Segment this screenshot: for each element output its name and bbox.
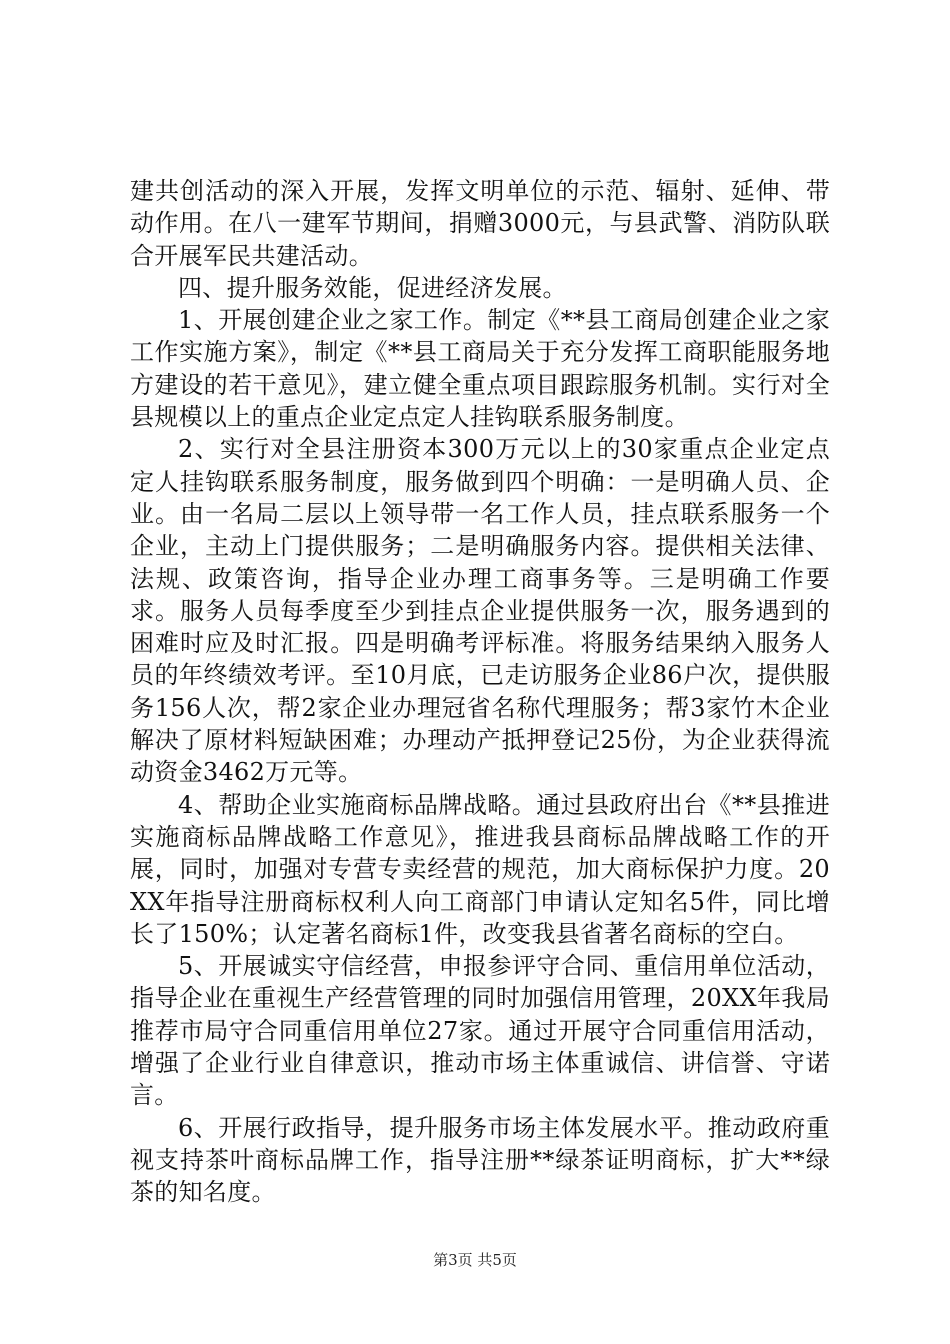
paragraph-item-4: 4、帮助企业实施商标品牌战略。通过县政府出台《**县推进实施商标品牌战略工作意见》，推进我县商标品牌战略工作的开展，同时，加强对专营专卖经营的规范，加大商标保护力度。20XX年指导注册商标权利人向工商部门申请认定知名5件，同比增长了150%；认定著名商标1件，改变我县省著名商标的空白。 (130, 790, 830, 948)
page-footer: 第3页 共5页 (433, 1251, 517, 1269)
document-body (130, 175, 830, 1209)
paragraph-item-6: 6、开展行政指导，提升服务市场主体发展水平。推动政府重视支持茶叶商标品牌工作，指导注册**绿茶证明商标，扩大**绿茶的知名度。 (130, 1113, 830, 1207)
paragraph-item-1: 1、开展创建企业之家工作。制定《**县工商局创建企业之家工作实施方案》，制定《**县工商局关于充分发挥工商职能服务地方建设的若干意见》，建立健全重点项目跟踪服务机制。实行对全县规模以上的重点企业定点定人挂钩联系服务制度。 (130, 306, 830, 432)
paragraph-item-2: 2、实行对全县注册资本300万元以上的30家重点企业定点定人挂钩联系服务制度，服务做到四个明确：一是明确人员、企业。由一名局二层以上领导带一名工作人员，挂点联系服务一个企业，主动上门提供服务；二是明确服务内容。提供相关法律、法规、政策咨询，指导企业办理工商事务等。三是明确工作要求。服务人员每季度至少到挂点企业提供服务一次，服务遇到的困难时应及时汇报。四是明确考评标准。将服务结果纳入服务人员的年终绩效考评。至10月底，已走访服务企业86户次，提供服务156人次，帮2家企业办理冠省名称代理服务；帮3家竹木企业解决了原材料短缺困难；办理动产抵押登记25份，为企业获得流动资金3462万元等。 (130, 435, 830, 787)
paragraph-continuation: 建共创活动的深入开展，发挥文明单位的示范、辐射、延伸、带动作用。在八一建军节期间，捐赠3000元，与县武警、消防队联合开展军民共建活动。 (130, 177, 830, 270)
section-heading-4: 四、提升服务效能，促进经济发展。 (178, 273, 567, 302)
paragraph-item-5: 5、开展诚实守信经营，申报参评守合同、重信用单位活动，指导企业在重视生产经营管理的同时加强信用管理，20XX年我局推荐市局守合同重信用单位27家。通过开展守合同重信用活动，增强了企业行业自律意识，推动市场主体重诚信、讲信誉、守诺言。 (130, 952, 830, 1110)
